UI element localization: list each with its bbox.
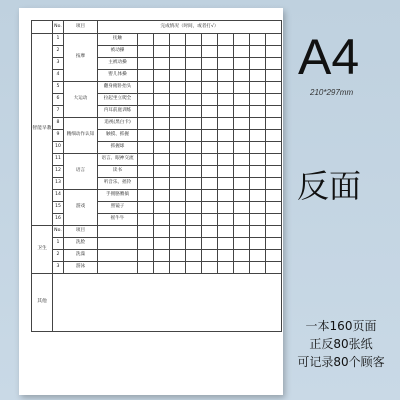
- record-cell[interactable]: [186, 238, 202, 250]
- record-cell[interactable]: [186, 34, 202, 46]
- record-cell[interactable]: [218, 58, 234, 70]
- record-cell[interactable]: [170, 166, 186, 178]
- record-cell[interactable]: [170, 250, 186, 262]
- record-cell[interactable]: [218, 226, 234, 238]
- record-cell[interactable]: [170, 94, 186, 106]
- record-cell[interactable]: [154, 118, 170, 130]
- record-cell[interactable]: [154, 154, 170, 166]
- record-cell[interactable]: [154, 106, 170, 118]
- table-row: [32, 82, 282, 94]
- record-cell[interactable]: [250, 202, 266, 214]
- record-cell[interactable]: [250, 46, 266, 58]
- record-cell[interactable]: [250, 130, 266, 142]
- record-cell[interactable]: [266, 190, 282, 202]
- record-cell[interactable]: [250, 82, 266, 94]
- activity-label: 拉起坐立爬全: [98, 94, 138, 106]
- record-cell[interactable]: [138, 226, 154, 238]
- record-cell[interactable]: [202, 214, 218, 226]
- row-no: 11: [53, 154, 64, 166]
- record-cell[interactable]: [234, 154, 250, 166]
- table-row: [32, 190, 282, 202]
- note-sheets: 正反80张纸: [309, 337, 373, 351]
- subgroup-language: 语言: [64, 154, 98, 190]
- record-cell[interactable]: [202, 46, 218, 58]
- record-cell[interactable]: [138, 94, 154, 106]
- record-cell[interactable]: [250, 250, 266, 262]
- activity-label: 触摸、抓握: [98, 130, 138, 142]
- record-cell[interactable]: [218, 142, 234, 154]
- record-cell[interactable]: [154, 166, 170, 178]
- record-cell[interactable]: [170, 70, 186, 82]
- record-cell[interactable]: [266, 142, 282, 154]
- table-row: [32, 154, 282, 166]
- record-cell[interactable]: [154, 82, 170, 94]
- record-cell[interactable]: [138, 238, 154, 250]
- record-cell[interactable]: [154, 46, 170, 58]
- hygiene-header-blank: [98, 226, 138, 238]
- record-cell[interactable]: [138, 118, 154, 130]
- other-row: [32, 274, 282, 332]
- record-cell[interactable]: [266, 202, 282, 214]
- header-item: 项目: [64, 21, 98, 34]
- record-cell[interactable]: [218, 154, 234, 166]
- activity-label: 追视(黑白卡): [98, 118, 138, 130]
- record-cell[interactable]: [186, 58, 202, 70]
- record-cell[interactable]: [202, 226, 218, 238]
- record-cell[interactable]: [202, 178, 218, 190]
- record-cell[interactable]: [186, 226, 202, 238]
- record-cell[interactable]: [250, 214, 266, 226]
- record-cell[interactable]: [202, 250, 218, 262]
- record-cell[interactable]: [170, 34, 186, 46]
- record-cell[interactable]: [266, 58, 282, 70]
- row-no: 15: [53, 202, 64, 214]
- record-cell[interactable]: [170, 142, 186, 154]
- record-cell[interactable]: [138, 82, 154, 94]
- activity-label: 语言、眼神交流: [98, 154, 138, 166]
- record-cell[interactable]: [202, 34, 218, 46]
- record-cell[interactable]: [218, 262, 234, 274]
- record-cell[interactable]: [202, 190, 218, 202]
- record-cell[interactable]: [154, 202, 170, 214]
- record-cell[interactable]: [186, 178, 202, 190]
- record-cell[interactable]: [202, 70, 218, 82]
- note-customers: 可记录80个顾客: [297, 355, 385, 369]
- record-cell[interactable]: [186, 46, 202, 58]
- record-cell[interactable]: [170, 178, 186, 190]
- record-cell[interactable]: [170, 214, 186, 226]
- record-cell[interactable]: [250, 226, 266, 238]
- other-notes-area[interactable]: [53, 274, 282, 332]
- record-table: [31, 20, 282, 332]
- activity-label: 摇牛牛: [98, 214, 138, 226]
- record-cell[interactable]: [234, 70, 250, 82]
- record-cell[interactable]: [218, 178, 234, 190]
- record-cell[interactable]: [202, 142, 218, 154]
- record-cell[interactable]: [266, 238, 282, 250]
- record-cell[interactable]: [186, 190, 202, 202]
- row-no: 3: [53, 262, 64, 274]
- record-cell[interactable]: [218, 106, 234, 118]
- record-cell[interactable]: [202, 202, 218, 214]
- section-early-ed: 智能早教: [32, 34, 53, 226]
- record-cell[interactable]: [138, 70, 154, 82]
- record-cell[interactable]: [154, 70, 170, 82]
- record-cell[interactable]: [138, 154, 154, 166]
- table-row: [32, 118, 282, 130]
- record-cell[interactable]: [186, 262, 202, 274]
- record-cell[interactable]: [218, 94, 234, 106]
- record-cell[interactable]: [186, 106, 202, 118]
- record-cell[interactable]: [170, 82, 186, 94]
- activity-label: 读书: [98, 166, 138, 178]
- section-hygiene: 卫生: [32, 226, 53, 274]
- activity-label: 婴儿体操: [98, 70, 138, 82]
- record-cell[interactable]: [202, 118, 218, 130]
- record-cell[interactable]: [266, 94, 282, 106]
- activity-label: 听音乐、摇铃: [98, 178, 138, 190]
- record-cell[interactable]: [202, 82, 218, 94]
- activity-label: 洗澡: [64, 250, 98, 262]
- record-sheet: [19, 8, 283, 395]
- record-cell[interactable]: [218, 250, 234, 262]
- note-pages: 一本160页面: [305, 319, 377, 333]
- record-cell[interactable]: [154, 226, 170, 238]
- row-no: 12: [53, 166, 64, 178]
- header-record: 完成情况（时间，或者打√）: [98, 21, 282, 34]
- record-cell[interactable]: [234, 250, 250, 262]
- activity-label: 游泳: [64, 262, 98, 274]
- record-cell[interactable]: [202, 94, 218, 106]
- record-cell[interactable]: [170, 190, 186, 202]
- record-cell[interactable]: [154, 58, 170, 70]
- record-cell[interactable]: [234, 262, 250, 274]
- record-cell[interactable]: [234, 190, 250, 202]
- paper-size-label: A4: [298, 29, 360, 85]
- record-cell[interactable]: [234, 130, 250, 142]
- record-cell[interactable]: [138, 142, 154, 154]
- record-cell[interactable]: [186, 214, 202, 226]
- subgroup-fine: 精细动作认知: [64, 118, 98, 154]
- record-cell[interactable]: [250, 262, 266, 274]
- row-no: 4: [53, 70, 64, 82]
- record-cell[interactable]: [154, 250, 170, 262]
- record-cell[interactable]: [218, 130, 234, 142]
- row-no: 14: [53, 190, 64, 202]
- record-cell[interactable]: [266, 166, 282, 178]
- header-category: [32, 21, 53, 34]
- record-cell[interactable]: [170, 46, 186, 58]
- activity-label: 内耳前庭训练: [98, 106, 138, 118]
- blank-cell: [98, 250, 138, 262]
- record-cell[interactable]: [154, 130, 170, 142]
- hygiene-header-item: 项目: [64, 226, 98, 238]
- record-cell[interactable]: [234, 46, 250, 58]
- record-cell[interactable]: [170, 226, 186, 238]
- record-cell[interactable]: [186, 250, 202, 262]
- record-cell[interactable]: [138, 190, 154, 202]
- record-cell[interactable]: [138, 130, 154, 142]
- record-cell[interactable]: [218, 202, 234, 214]
- record-cell[interactable]: [170, 58, 186, 70]
- record-cell[interactable]: [202, 238, 218, 250]
- table-row: [32, 34, 282, 46]
- record-cell[interactable]: [218, 70, 234, 82]
- record-cell[interactable]: [170, 262, 186, 274]
- activity-label: 主被动操: [98, 58, 138, 70]
- record-cell[interactable]: [234, 214, 250, 226]
- record-cell[interactable]: [250, 94, 266, 106]
- record-cell[interactable]: [218, 34, 234, 46]
- record-cell[interactable]: [250, 106, 266, 118]
- record-cell[interactable]: [138, 202, 154, 214]
- subgroup-gross: 大运动: [64, 82, 98, 118]
- page-face-label: 反面: [297, 167, 362, 205]
- record-cell[interactable]: [138, 58, 154, 70]
- row-no: 16: [53, 214, 64, 226]
- record-cell[interactable]: [218, 46, 234, 58]
- row-no: 2: [53, 250, 64, 262]
- record-cell[interactable]: [218, 214, 234, 226]
- record-cell[interactable]: [170, 118, 186, 130]
- activity-label: 抓握球: [98, 142, 138, 154]
- record-cell[interactable]: [266, 106, 282, 118]
- record-cell[interactable]: [234, 118, 250, 130]
- record-cell[interactable]: [170, 154, 186, 166]
- activity-label: 照镜子: [98, 202, 138, 214]
- record-cell[interactable]: [202, 58, 218, 70]
- record-cell[interactable]: [250, 34, 266, 46]
- record-cell[interactable]: [154, 178, 170, 190]
- record-cell[interactable]: [250, 178, 266, 190]
- record-cell[interactable]: [170, 202, 186, 214]
- record-cell[interactable]: [250, 58, 266, 70]
- record-cell[interactable]: [154, 94, 170, 106]
- blank-cell: [98, 238, 138, 250]
- record-cell[interactable]: [154, 238, 170, 250]
- record-cell[interactable]: [202, 130, 218, 142]
- record-cell[interactable]: [138, 34, 154, 46]
- record-cell[interactable]: [266, 130, 282, 142]
- table-row: [32, 238, 282, 250]
- record-cell[interactable]: [250, 154, 266, 166]
- record-cell[interactable]: [266, 34, 282, 46]
- record-cell[interactable]: [186, 118, 202, 130]
- record-cell[interactable]: [202, 262, 218, 274]
- row-no: 2: [53, 46, 64, 58]
- record-cell[interactable]: [186, 154, 202, 166]
- record-cell[interactable]: [266, 250, 282, 262]
- record-cell[interactable]: [266, 46, 282, 58]
- table-row: [32, 262, 282, 274]
- record-cell[interactable]: [218, 82, 234, 94]
- record-cell[interactable]: [250, 190, 266, 202]
- record-cell[interactable]: [186, 82, 202, 94]
- activity-label: 被动操: [98, 46, 138, 58]
- record-cell[interactable]: [154, 262, 170, 274]
- record-cell[interactable]: [234, 238, 250, 250]
- record-cell[interactable]: [234, 34, 250, 46]
- record-cell[interactable]: [266, 154, 282, 166]
- record-cell[interactable]: [234, 58, 250, 70]
- record-cell[interactable]: [234, 82, 250, 94]
- record-cell[interactable]: [218, 118, 234, 130]
- activity-label: 洗脸: [64, 238, 98, 250]
- record-cell[interactable]: [234, 106, 250, 118]
- record-cell[interactable]: [186, 166, 202, 178]
- record-cell[interactable]: [202, 106, 218, 118]
- record-cell[interactable]: [154, 34, 170, 46]
- row-no: 1: [53, 238, 64, 250]
- record-cell[interactable]: [138, 214, 154, 226]
- record-cell[interactable]: [202, 154, 218, 166]
- activity-label: 手拥胳膊搞: [98, 190, 138, 202]
- row-no: 9: [53, 130, 64, 142]
- section-other: 其他: [32, 274, 53, 332]
- record-cell[interactable]: [266, 226, 282, 238]
- record-cell[interactable]: [266, 178, 282, 190]
- header-no: No.: [53, 21, 64, 34]
- record-cell[interactable]: [218, 238, 234, 250]
- record-cell[interactable]: [266, 214, 282, 226]
- table-row: [32, 250, 282, 262]
- record-cell[interactable]: [154, 214, 170, 226]
- record-cell[interactable]: [234, 166, 250, 178]
- record-cell[interactable]: [218, 190, 234, 202]
- hygiene-header-no: No.: [53, 226, 64, 238]
- record-cell[interactable]: [138, 178, 154, 190]
- record-cell[interactable]: [138, 46, 154, 58]
- row-no: 8: [53, 118, 64, 130]
- record-cell[interactable]: [234, 178, 250, 190]
- record-cell[interactable]: [186, 142, 202, 154]
- hygiene-header-row: [32, 226, 282, 238]
- table-header-row: [32, 21, 282, 34]
- record-cell[interactable]: [170, 130, 186, 142]
- row-no: 10: [53, 142, 64, 154]
- record-cell[interactable]: [266, 82, 282, 94]
- record-cell[interactable]: [218, 166, 234, 178]
- record-cell[interactable]: [186, 70, 202, 82]
- record-cell[interactable]: [266, 262, 282, 274]
- record-cell[interactable]: [186, 202, 202, 214]
- record-cell[interactable]: [266, 70, 282, 82]
- blank-cell: [98, 262, 138, 274]
- activity-label: 翻身俯卧抬头: [98, 82, 138, 94]
- record-cell[interactable]: [138, 166, 154, 178]
- row-no: 1: [53, 34, 64, 46]
- record-cell[interactable]: [186, 94, 202, 106]
- record-cell[interactable]: [170, 238, 186, 250]
- record-cell[interactable]: [154, 142, 170, 154]
- record-cell[interactable]: [234, 94, 250, 106]
- activity-label: 抚触: [98, 34, 138, 46]
- record-cell[interactable]: [234, 142, 250, 154]
- subgroup-massage: 按摩: [64, 34, 98, 82]
- record-cell[interactable]: [250, 238, 266, 250]
- record-cell[interactable]: [250, 118, 266, 130]
- record-cell[interactable]: [250, 142, 266, 154]
- row-no: 6: [53, 94, 64, 106]
- record-cell[interactable]: [250, 166, 266, 178]
- row-no: 3: [53, 58, 64, 70]
- record-cell[interactable]: [234, 226, 250, 238]
- record-cell[interactable]: [202, 166, 218, 178]
- row-no: 5: [53, 82, 64, 94]
- record-cell[interactable]: [234, 202, 250, 214]
- record-cell[interactable]: [154, 190, 170, 202]
- paper-dimensions: 210*297mm: [310, 88, 354, 97]
- subgroup-game: 游戏: [64, 190, 98, 226]
- record-cell[interactable]: [186, 130, 202, 142]
- row-no: 7: [53, 106, 64, 118]
- record-cell[interactable]: [138, 262, 154, 274]
- record-cell[interactable]: [170, 106, 186, 118]
- record-cell[interactable]: [250, 70, 266, 82]
- row-no: 13: [53, 178, 64, 190]
- record-cell[interactable]: [266, 118, 282, 130]
- record-cell[interactable]: [138, 250, 154, 262]
- record-cell[interactable]: [138, 106, 154, 118]
